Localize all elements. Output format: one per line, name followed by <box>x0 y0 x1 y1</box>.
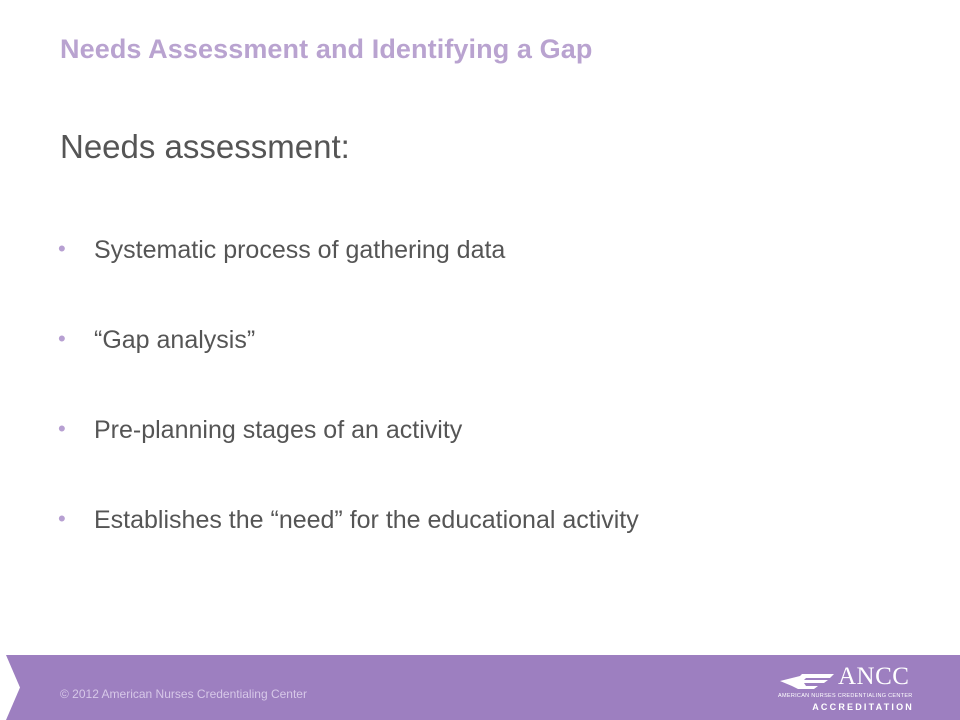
ancc-feather-logo-icon <box>778 670 836 692</box>
bullet-text: Systematic process of gathering data <box>94 236 506 264</box>
bullet-dot-icon: • <box>58 326 66 351</box>
bullet-dot-icon: • <box>58 506 66 531</box>
bullet-dot-icon: • <box>58 416 66 441</box>
copyright-text: © 2012 American Nurses Credentialing Center <box>60 687 307 701</box>
bullet-dot-icon: • <box>58 236 66 261</box>
bullet-text: “Gap analysis” <box>94 326 256 354</box>
logo-wordmark: ANCC <box>838 663 910 690</box>
ancc-logo <box>776 663 916 715</box>
subheading: Needs assessment: <box>60 128 350 165</box>
logo-tagline: ACCREDITATION <box>812 702 914 712</box>
logo-subtitle: AMERICAN NURSES CREDENTIALING CENTER <box>778 693 913 699</box>
chevron-right-icon <box>0 655 20 720</box>
slide-title: Needs Assessment and Identifying a Gap <box>60 34 593 64</box>
footer-band <box>0 655 960 720</box>
bullet-text: Pre-planning stages of an activity <box>94 416 463 444</box>
bullet-text: Establishes the “need” for the educational activity <box>94 506 639 534</box>
